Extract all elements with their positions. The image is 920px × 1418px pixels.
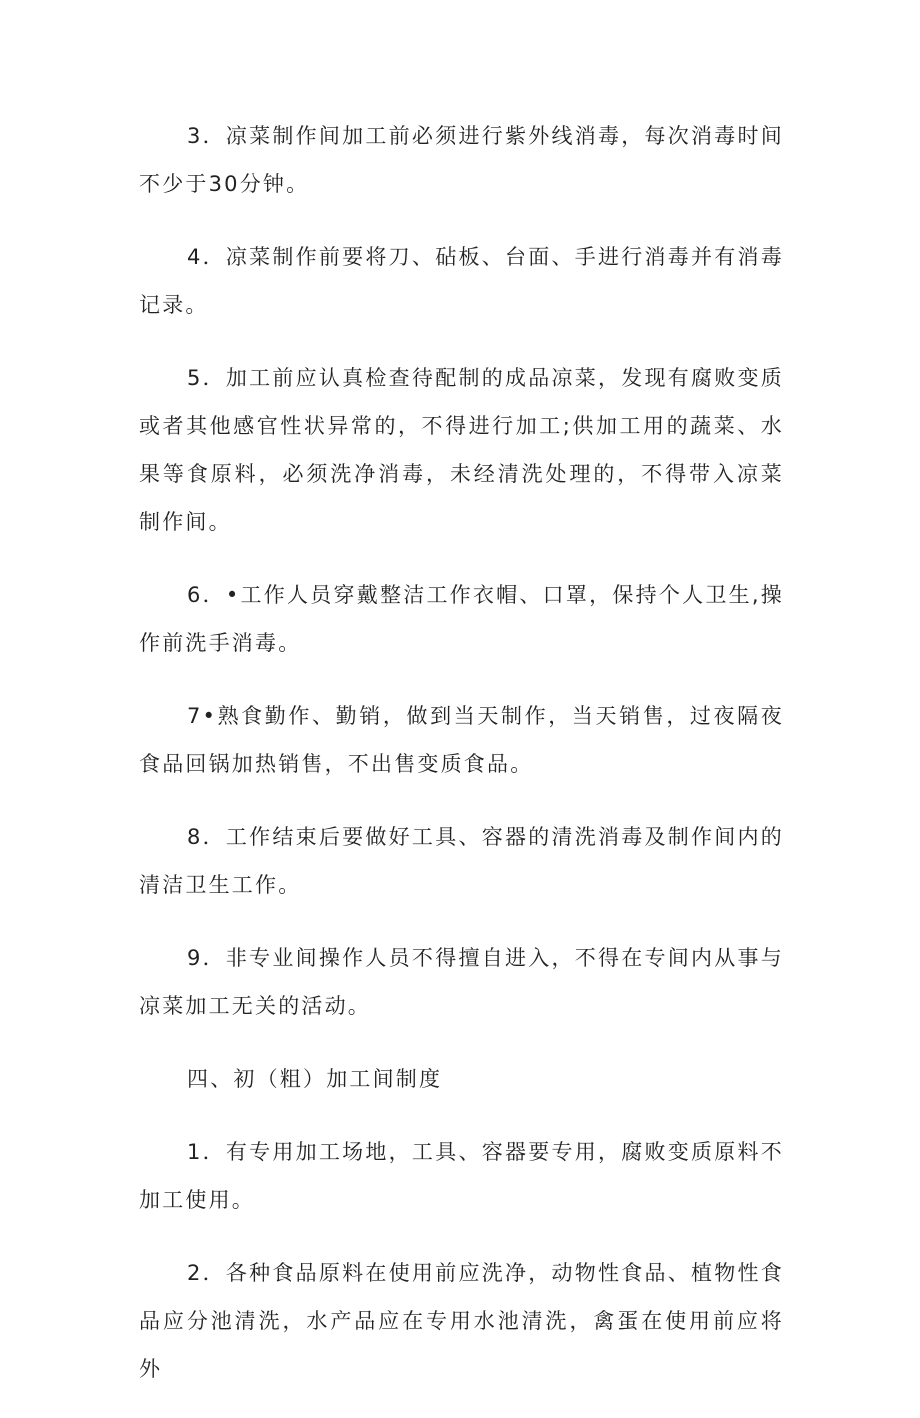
paragraph-item-8: 8．工作结束后要做好工具、容器的清洗消毒及制作间内的清洁卫生工作。 [139, 825, 784, 897]
paragraph-item-2: 2．各种食品原料在使用前应洗净，动物性食品、植物性食品应分池清洗，水产品应在专用水池清洗，禽蛋在使用前应将外 [139, 1261, 784, 1381]
paragraph-item-6: 6．•工作人员穿戴整洁工作衣帽、口罩，保持个人卫生,操作前洗手消毒。 [139, 583, 784, 655]
paragraph-item-4: 4．凉菜制作前要将刀、砧板、台面、手进行消毒并有消毒记录。 [139, 245, 784, 317]
document-body [139, 112, 784, 1418]
paragraph-item-9: 9．非专业间操作人员不得擅自进入，不得在专间内从事与凉菜加工无关的活动。 [139, 946, 784, 1018]
paragraph-item-1: 1．有专用加工场地，工具、容器要专用，腐败变质原料不加工使用。 [139, 1140, 784, 1212]
paragraph-item-3: 3．凉菜制作间加工前必须进行紫外线消毒，每次消毒时间不少于30分钟。 [139, 124, 784, 196]
paragraph-item-7: 7•熟食勤作、勤销，做到当天制作，当天销售，过夜隔夜食品回锅加热销售，不出售变质食品。 [139, 704, 784, 776]
paragraph-item-5: 5．加工前应认真检查待配制的成品凉菜，发现有腐败变质或者其他感官性状异常的，不得进行加工;供加工用的蔬菜、水果等食原料，必须洗净消毒，未经清洗处理的，不得带入凉菜制作间。 [139, 366, 784, 534]
section-heading: 四、初（粗）加工间制度 [187, 1067, 443, 1091]
